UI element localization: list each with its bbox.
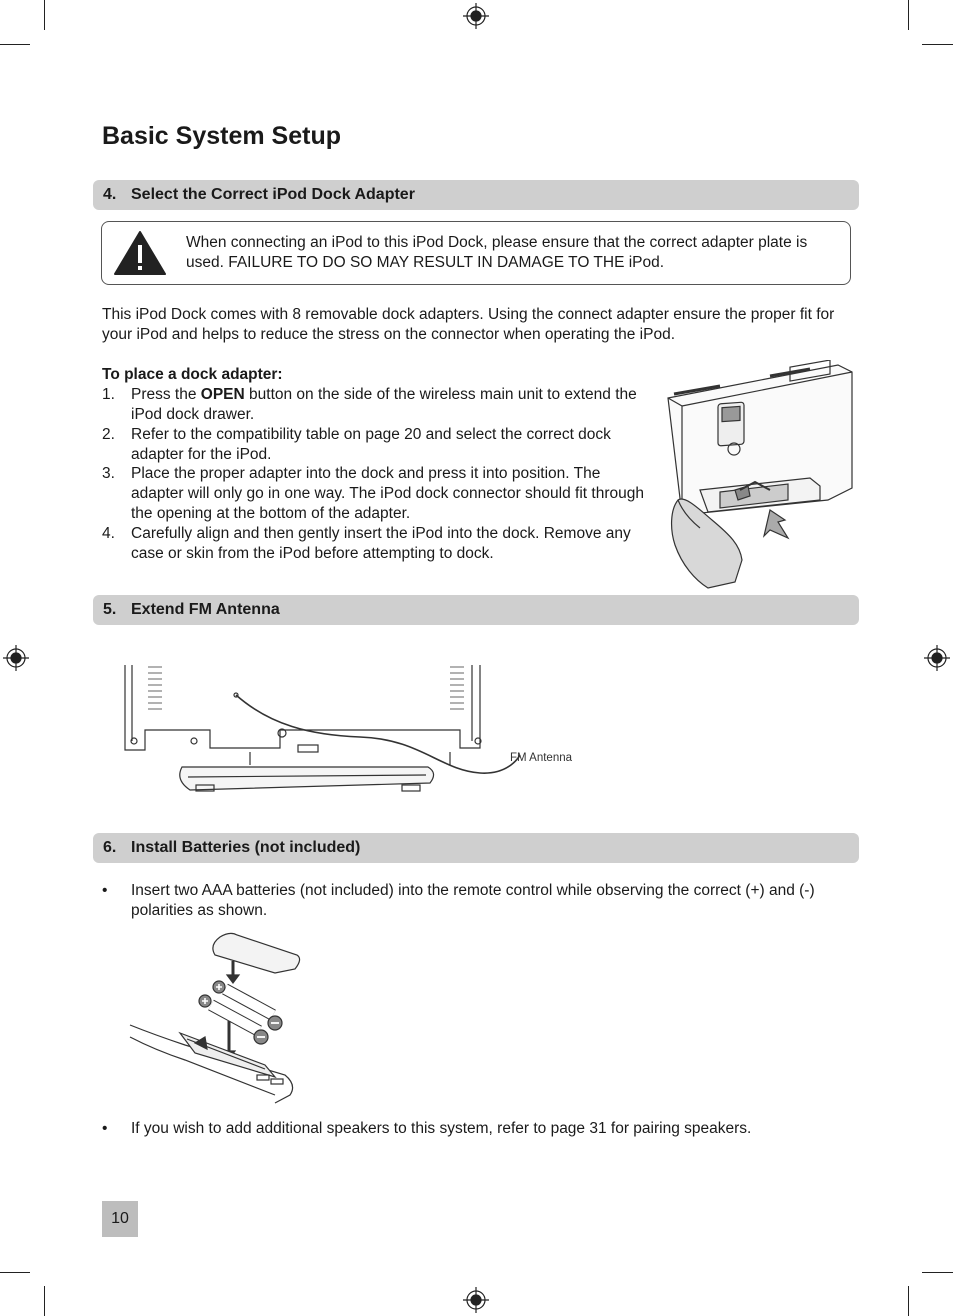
bullet-dot: •: [102, 1120, 108, 1137]
step-number: 4.: [102, 525, 115, 542]
dock-drawer-illustration: [660, 360, 860, 590]
battery-install-illustration: [125, 925, 305, 1105]
page-title: Basic System Setup: [102, 122, 341, 150]
open-button-label: OPEN: [200, 386, 245, 403]
warning-text: When connecting an iPod to this iPod Dock, please ensure that the correct adapter plate is used. FAILURE TO DO SO MAY RESULT IN DAMAGE TO THE iPod.: [186, 234, 808, 271]
step-text: Carefully align and then gently insert the iPod into the dock. Remove any case or skin from the iPod before attempting to dock.: [131, 525, 631, 562]
fm-antenna-label: FM Antenna: [510, 752, 573, 764]
steps-heading: To place a dock adapter:: [102, 366, 283, 383]
bullet-dot: •: [102, 882, 108, 899]
section-5-heading: Extend FM Antenna: [131, 601, 280, 618]
section-5-number: 5.: [103, 601, 117, 618]
step-number: 3.: [102, 465, 115, 482]
page-number: 10: [102, 1201, 138, 1237]
section-4-number: 4.: [103, 186, 117, 203]
warning-triangle-icon: [114, 230, 166, 276]
section-6-number: 6.: [103, 839, 117, 856]
warning-box: [101, 221, 851, 285]
step-text: Place the proper adapter into the dock and press it into position. The adapter will only go in one way. The iPod dock connector should fit through the opening at the bottom of the adapter.: [131, 465, 644, 522]
step-text: Refer to the compatibility table on page 20 and select the correct dock adapter for the iPod.: [131, 426, 611, 463]
step-number: 1.: [102, 386, 115, 403]
battery-bullet-text: Insert two AAA batteries (not included) into the remote control while observing the correct (+) and (-) polarities as shown.: [131, 882, 815, 919]
section-6-heading: Install Batteries (not included): [131, 839, 361, 856]
step-text: Press the OPEN button on the side of the wireless main unit to extend the iPod dock drawer.: [131, 386, 637, 423]
section-4-heading: Select the Correct iPod Dock Adapter: [131, 186, 415, 203]
step-number: 2.: [102, 426, 115, 443]
speakers-bullet-text: If you wish to add additional speakers to this system, refer to page 31 for pairing speakers.: [131, 1120, 752, 1137]
section-4-header: [93, 180, 859, 210]
section-6-header: [93, 833, 859, 863]
section-5-header: [93, 595, 859, 625]
fm-antenna-illustration: [120, 655, 600, 800]
intro-paragraph: This iPod Dock comes with 8 removable dock adapters. Using the connect adapter ensure the proper fit for your iPod and helps to reduce the stress on the connector when operating the iPod.: [102, 306, 835, 343]
